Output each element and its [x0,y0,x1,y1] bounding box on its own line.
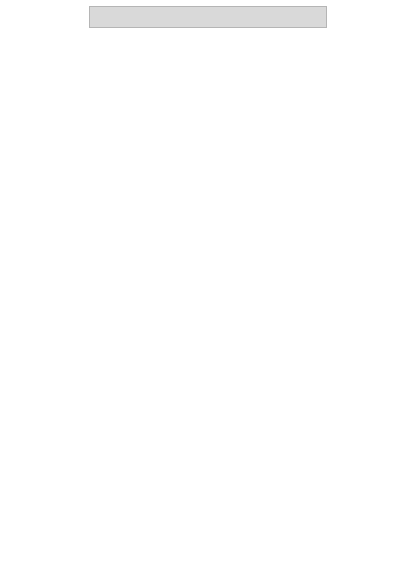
publish-date [8,462,408,484]
issuer-signature [8,516,408,538]
notice-body [8,34,408,462]
notice-title [89,6,327,28]
